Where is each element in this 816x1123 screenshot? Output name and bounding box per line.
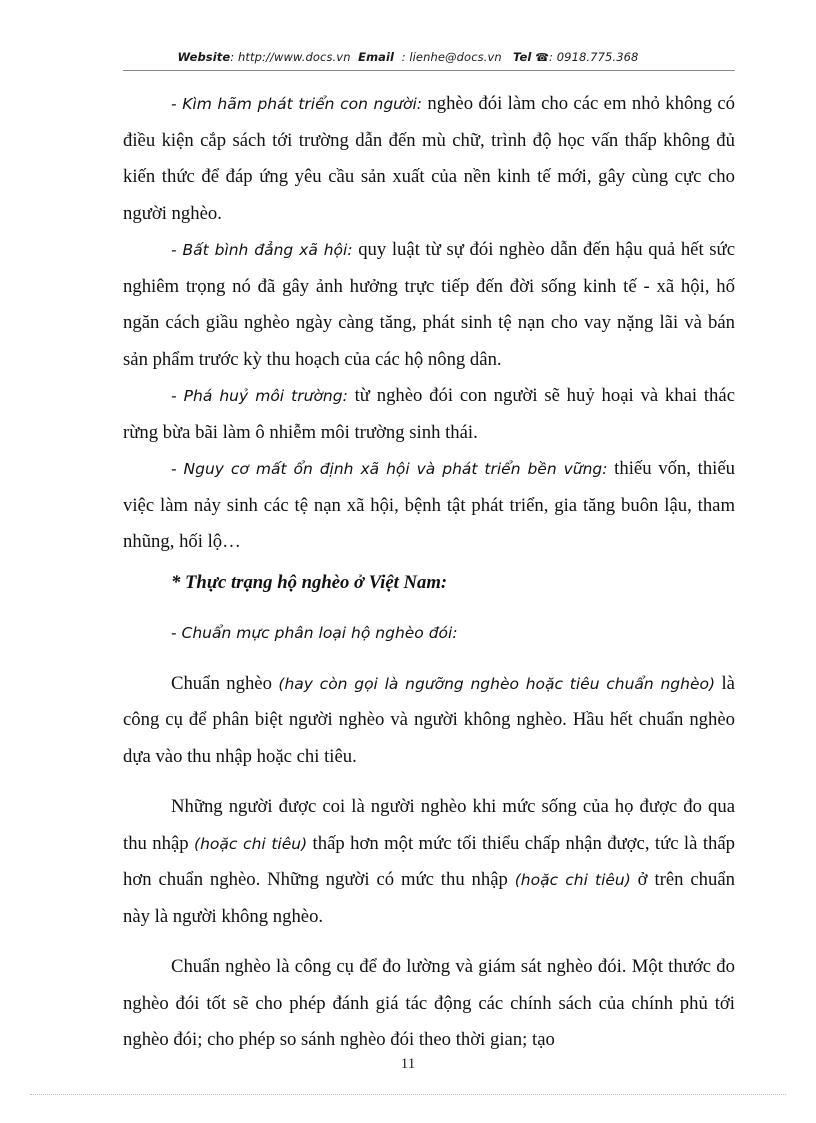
paragraph-6-d: (hoặc chi tiêu) — [514, 871, 631, 889]
email-value: : lienhe@docs.vn — [401, 50, 502, 64]
paragraph-2-text: quy luật từ sự đói nghèo dẫn đến hậu quả hết sức nghiêm trọng nó đã gây ảnh hưởng trực tiếp đến đời sống kinh tế - xã hội, hố ngăn cách giầu nghèo ngày càng tăng, phát sinh tệ nạn cho vay nặng lãi và bán sản phẩm trước kỳ thu hoạch của các hộ nông dân. — [123, 239, 735, 370]
paragraph-2 — [123, 232, 735, 378]
paragraph-3 — [123, 378, 735, 451]
paragraph-3-lead: - Phá huỷ môi trường: — [171, 387, 348, 405]
page-header — [0, 50, 816, 64]
subheading-text: - Chuẩn mực phân loại hộ nghèo đói: — [171, 624, 458, 642]
paragraph-4-text: thiếu vốn, thiếu việc làm nảy sinh các tệ nạn xã hội, bệnh tật phát triển, gia tăng buôn lậu, tham nhũng, hối lộ… — [123, 458, 735, 552]
paragraph-5-b: (hay còn gọi là ngưỡng nghèo hoặc tiêu chuẩn nghèo) — [278, 674, 716, 693]
paragraph-1 — [123, 86, 735, 232]
paragraph-5-a: Chuẩn nghèo — [171, 672, 279, 694]
paragraph-1-lead: - Kìm hãm phát triển con người: — [171, 95, 423, 113]
paragraph-6-a: Những người được coi là người nghèo khi mức sống của họ được đo qua thu nhập — [123, 796, 735, 854]
tel-label: Tel — [513, 50, 532, 64]
website-label: Website — [177, 50, 231, 64]
paragraph-7: Chuẩn nghèo là công cụ để đo lường và giám sát nghèo đói. Một thước đo nghèo đói tốt sẽ cho phép đánh giá tác động các chính sách của chính phủ tới nghèo đói; cho phép so sánh nghèo đói theo thời gian; tạo — [123, 956, 735, 1050]
page-number: 11 — [400, 1056, 416, 1072]
paragraph-6 — [123, 789, 735, 935]
footer-dotted-line — [30, 1094, 786, 1095]
paragraph-5-c: là công cụ để phân biệt người nghèo và người không nghèo. Hầu hết chuẩn nghèo dựa vào thu nhập hoặc chi tiêu. — [123, 672, 735, 767]
section-heading: * Thực trạng hộ nghèo ở Việt Nam: — [171, 571, 448, 593]
paragraph-6-b: (hoặc chi tiêu) — [194, 834, 308, 853]
paragraph-2-lead: - Bất bình đẳng xã hội: — [171, 241, 353, 259]
paragraph-1-text: nghèo đói làm cho các em nhỏ không có điều kiện cắp sách tới trường dẫn đến mù chữ, trình độ học vấn thấp không đủ kiến thức để đáp ứng yêu cầu sản xuất của nền kinh tế mới, gây cùng cực cho người nghèo. — [123, 93, 735, 224]
paragraph-4 — [123, 451, 735, 561]
website-value: : http://www.docs.vn — [230, 50, 351, 64]
paragraph-5 — [123, 666, 735, 776]
paragraph-6-c: thấp hơn một mức tối thiểu chấp nhận được, tức là thấp hơn chuẩn nghèo. Những người có mức thu nhập — [123, 832, 735, 890]
header-divider — [123, 70, 735, 71]
subheading — [123, 615, 735, 652]
paragraph-6-e: ở trên chuẩn này là người không nghèo. — [123, 869, 735, 927]
email-label: Email — [358, 50, 395, 64]
document-body — [123, 86, 735, 1059]
tel-value: : 0918.775.368 — [549, 50, 639, 64]
paragraph-4-lead: - Nguy cơ mất ổn định xã hội và phát triển bền vững: — [171, 460, 608, 478]
phone-icon: ☎ — [535, 51, 550, 64]
paragraph-3-text: từ nghèo đói con người sẽ huỷ hoại và khai thác rừng bừa bãi làm ô nhiễm môi trường sinh thái. — [123, 385, 735, 443]
